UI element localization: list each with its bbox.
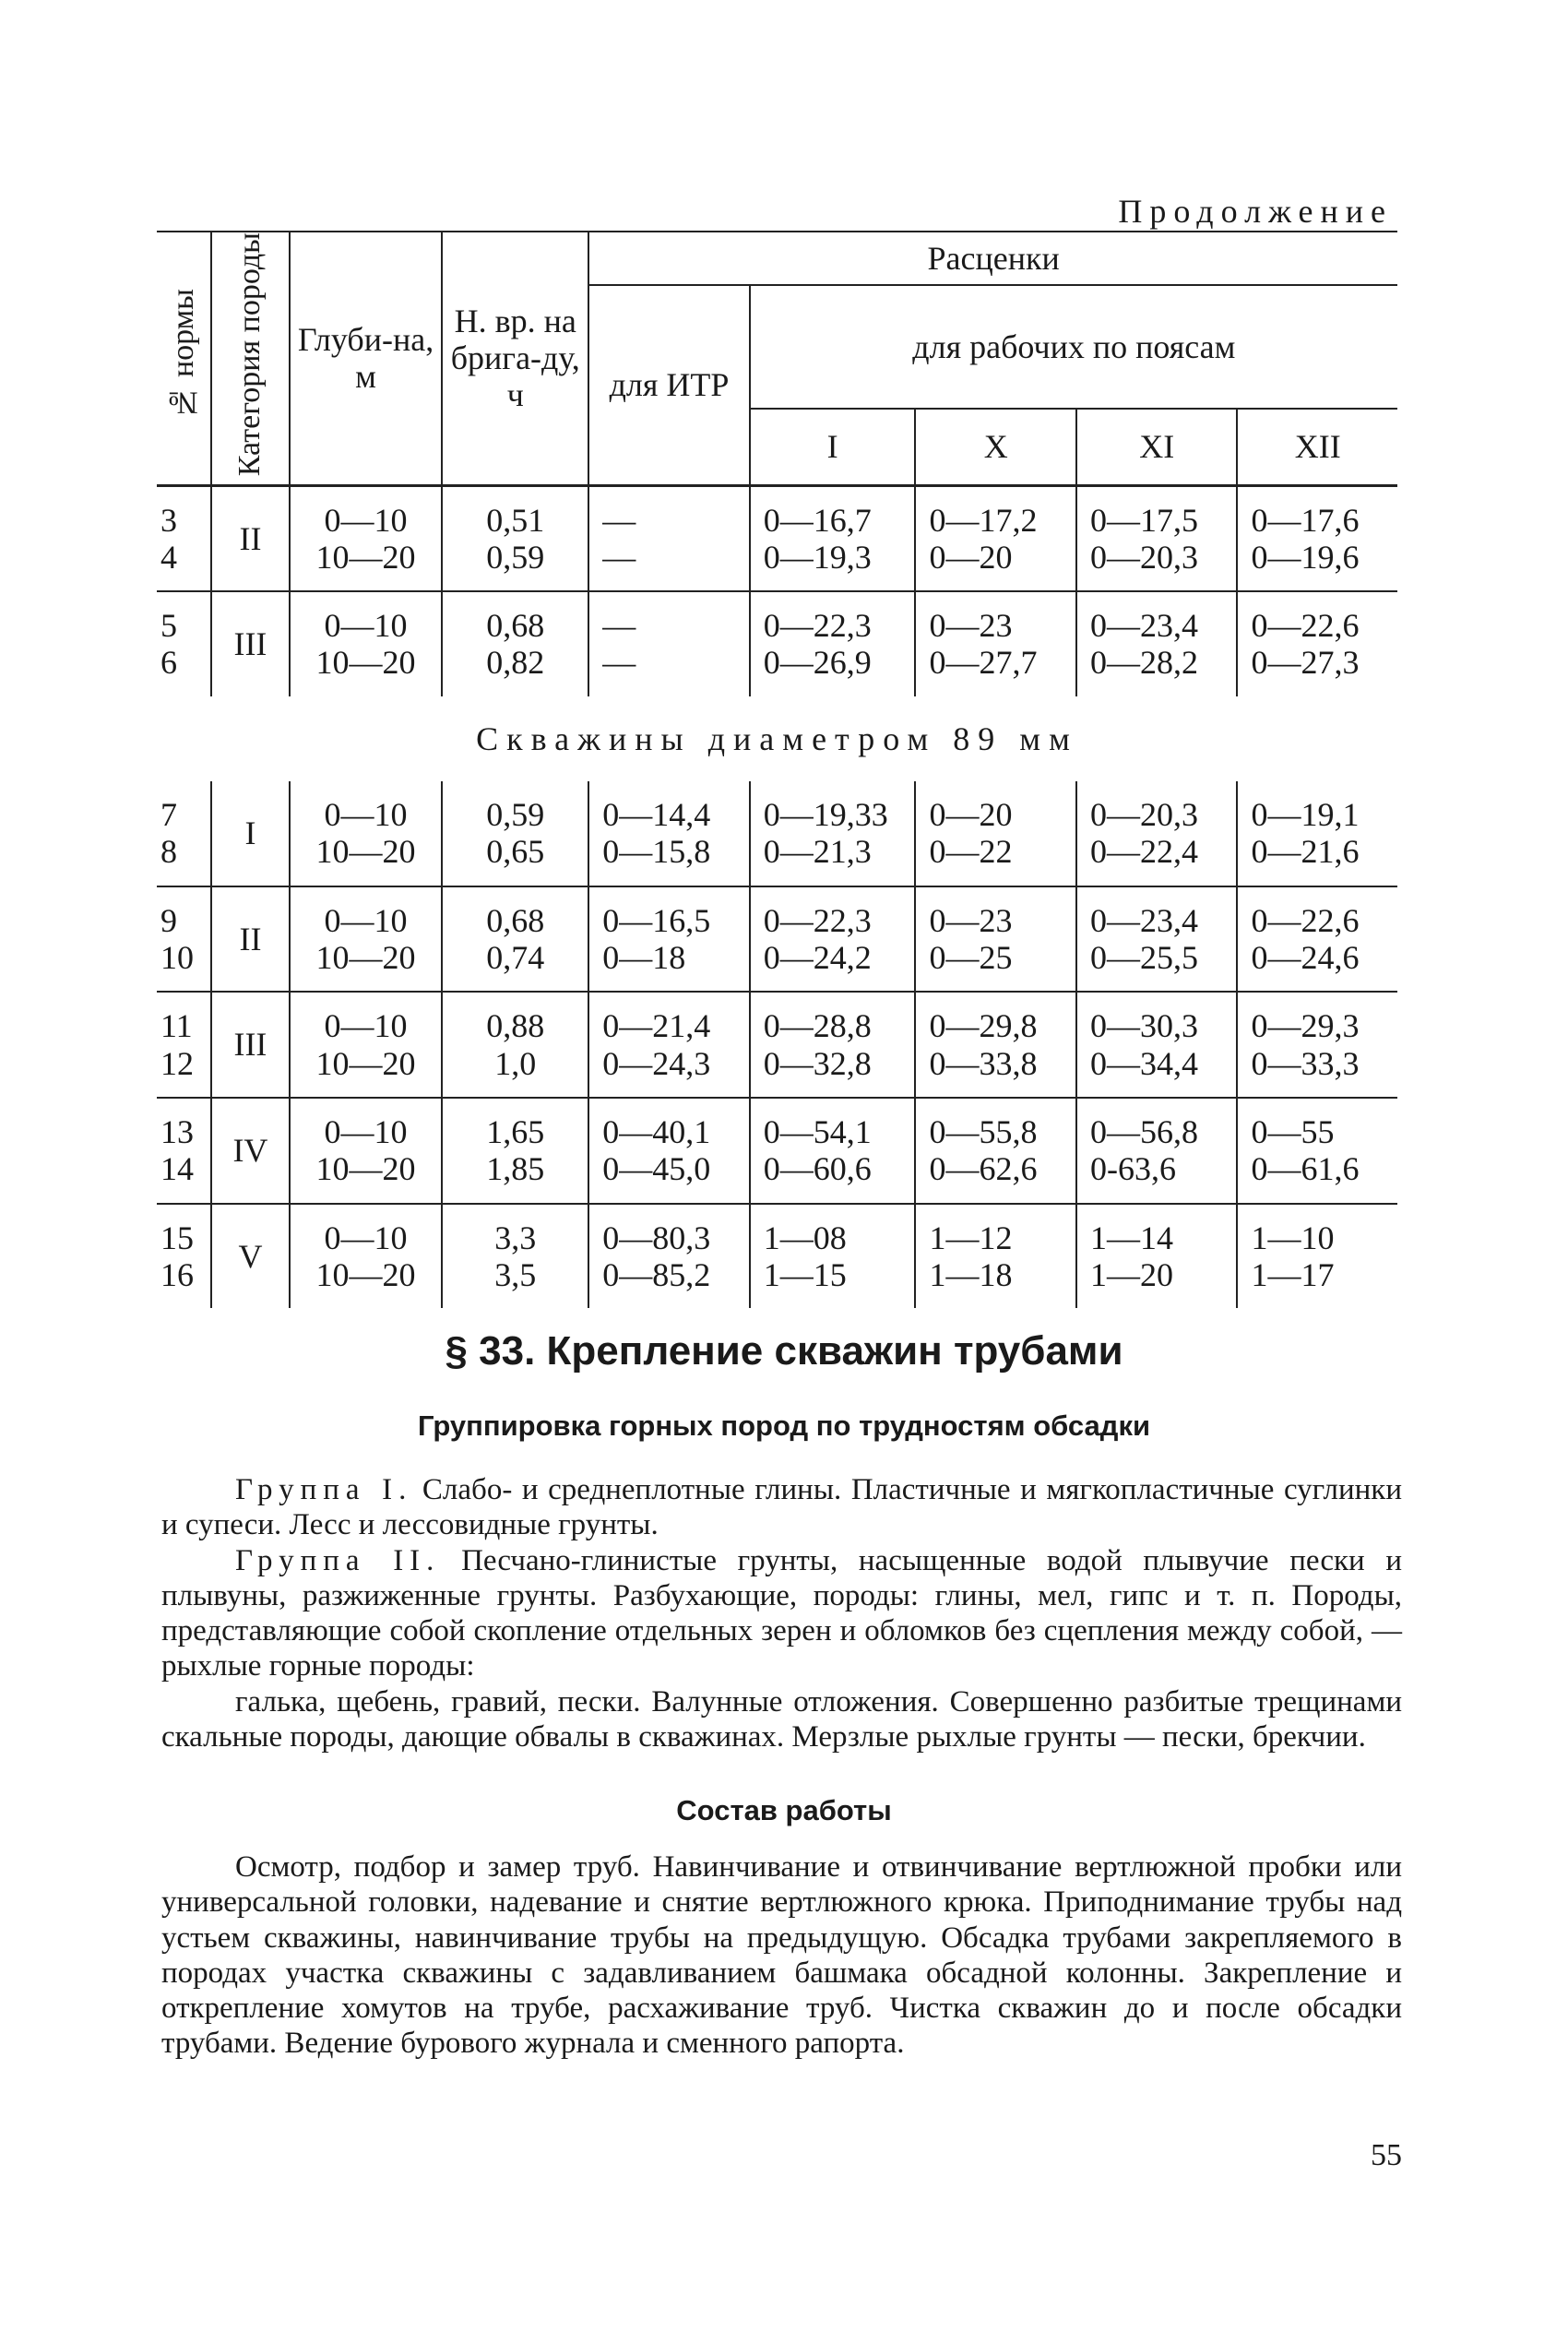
- zone-rate-cell: [1076, 781, 1237, 886]
- grouping-subtitle: Группировка горных пород по трудностям обсадки: [417, 1409, 1151, 1442]
- itr-rate-cell-line-2: 0—85,2: [602, 1255, 711, 1293]
- zone-rate-cell-line-1: 1—12: [929, 1219, 1013, 1256]
- header-category-text: Категория породы: [232, 232, 267, 477]
- zone-rate-cell-line-1: 1—08: [763, 1219, 847, 1256]
- zone-rate-cell-line-2: 0—62,6: [929, 1150, 1038, 1188]
- itr-rate-cell-line-2: 0—15,8: [602, 833, 711, 871]
- itr-rate-cell: [588, 1098, 749, 1204]
- header-zone-1: X: [915, 409, 1075, 485]
- page-number: 55: [1371, 2138, 1402, 2172]
- depth-cell-line-1: 0—10: [324, 1219, 408, 1256]
- category-cell-line-1: III: [233, 625, 267, 663]
- header-itr: для ИТР: [588, 285, 749, 485]
- norm-number-cell-line-1: 13: [160, 1112, 194, 1150]
- norm-number-cell-line-1: 9: [160, 901, 177, 939]
- zone-rate-cell: [915, 781, 1075, 886]
- group-2-continuation: галька, щебень, гравий, пески. Валунные отложения. Совершенно разбитые трещинами скальные породы, дающие обвалы в скважинах. Мерзлые рыхлые грунты — пески, брекчии.: [161, 1684, 1402, 1754]
- zone-rate-cell-line-1: 0—17,6: [1251, 501, 1360, 539]
- itr-rate-cell: [588, 781, 749, 886]
- work-subtitle: Состав работы: [676, 1794, 892, 1826]
- zone-rate-cell-line-1: 1—14: [1089, 1219, 1173, 1256]
- header-zone-2: XI: [1076, 409, 1237, 485]
- zone-rate-cell-line-2: 0—21,6: [1251, 833, 1360, 871]
- time-norm-cell-line-2: 3,5: [494, 1255, 537, 1293]
- zone-rate-cell-line-1: 0—56,8: [1089, 1112, 1198, 1150]
- norm-number-cell-line-2: 16: [160, 1255, 194, 1293]
- zone-rate-cell-line-2: 1—17: [1251, 1255, 1335, 1293]
- depth-cell-line-2: 10—20: [315, 538, 416, 576]
- depth-cell-line-2: 10—20: [315, 833, 416, 871]
- norm-number-cell: [157, 591, 211, 696]
- zone-rate-cell-line-2: 0—19,6: [1251, 538, 1360, 576]
- zone-rate-cell-line-2: 0—21,3: [763, 833, 872, 871]
- category-cell: [211, 591, 290, 696]
- itr-rate-cell-line-1: 0—16,5: [602, 901, 711, 939]
- category-cell-line-1: IV: [232, 1132, 268, 1170]
- zone-rate-cell-line-1: 0—55: [1251, 1112, 1335, 1150]
- depth-cell-line-1: 0—10: [324, 796, 408, 834]
- zone-rate-cell: [1076, 992, 1237, 1098]
- itr-rate-cell: [588, 1204, 749, 1309]
- norm-number-cell-line-1: 7: [160, 796, 177, 834]
- time-norm-cell-line-2: 0,59: [486, 538, 545, 576]
- itr-rate-cell-line-2: 0—24,3: [602, 1044, 711, 1082]
- zone-rate-cell-line-2: 0—22: [929, 833, 1013, 871]
- zone-rate-cell: [1076, 591, 1237, 696]
- norm-number-cell-line-2: 4: [160, 538, 177, 576]
- norm-number-cell-line-2: 12: [160, 1044, 194, 1082]
- time-norm-cell-line-1: 0,59: [486, 796, 545, 834]
- header-norm-no: [157, 232, 211, 485]
- time-norm-cell-line-1: 0,68: [486, 901, 545, 939]
- zone-rate-cell-line-2: 0—24,6: [1251, 939, 1360, 976]
- zone-rate-cell-line-2: 0—33,3: [1251, 1044, 1360, 1082]
- zone-rate-cell-line-1: 0—23: [929, 901, 1013, 939]
- table-row: [157, 781, 1397, 886]
- time-norm-cell-line-2: 1,85: [486, 1150, 545, 1188]
- itr-rate-cell-line-1: 0—40,1: [602, 1112, 711, 1150]
- zone-rate-cell-line-1: 0—22,6: [1251, 901, 1360, 939]
- zone-rate-cell-line-2: 0—26,9: [763, 644, 872, 682]
- zone-rate-cell: [1076, 886, 1237, 993]
- time-norm-cell: [442, 886, 588, 993]
- groups-paragraphs: [161, 1472, 1402, 1754]
- zone-rate-cell-line-2: 0—32,8: [763, 1044, 872, 1082]
- time-norm-cell-line-1: 0,68: [486, 607, 545, 645]
- table-row: [157, 1204, 1397, 1309]
- work-paragraph-block: [161, 1849, 1402, 2062]
- zone-rate-cell-line-2: 0—25: [929, 939, 1013, 976]
- zone-rate-cell: [915, 1204, 1075, 1309]
- zone-rate-cell-line-1: 0—17,2: [929, 501, 1038, 539]
- itr-rate-cell-line-1: —: [602, 607, 636, 645]
- zone-rate-cell: [750, 1204, 916, 1309]
- zone-rate-cell-line-2: 0—25,5: [1089, 939, 1198, 976]
- category-cell: [211, 1204, 290, 1309]
- zone-rate-cell: [750, 485, 916, 591]
- table-row: [157, 1098, 1397, 1204]
- header-time-norm: Н. вр. на брига-ду, ч: [442, 232, 588, 485]
- norm-number-cell-line-2: 10: [160, 939, 194, 976]
- category-cell-line-1: V: [238, 1237, 263, 1275]
- header-norm-no-text: № нормы: [165, 289, 200, 420]
- category-cell: [211, 1098, 290, 1204]
- zone-rate-cell: [915, 591, 1075, 696]
- group-2-paragraph: [161, 1543, 1402, 1684]
- norm-number-cell-line-1: 15: [160, 1219, 194, 1256]
- zone-rate-cell-line-1: 0—30,3: [1089, 1007, 1198, 1045]
- category-cell: [211, 485, 290, 591]
- zone-rate-cell-line-2: 0—34,4: [1089, 1044, 1198, 1082]
- time-norm-cell-line-2: 0,82: [486, 644, 545, 682]
- zone-rate-cell-line-2: 0—24,2: [763, 939, 872, 976]
- depth-cell-line-1: 0—10: [324, 1007, 408, 1045]
- time-norm-cell: [442, 781, 588, 886]
- depth-cell-line-1: 0—10: [324, 607, 408, 645]
- zone-rate-cell: [1237, 485, 1397, 591]
- group-1-text: Слабо- и среднеплотные глины. Пластичные и мягкопластичные суглинки и супеси. Лесс и лессовидные грунты.: [161, 1473, 1402, 1542]
- itr-rate-cell-line-2: —: [602, 538, 636, 576]
- zone-rate-cell: [1237, 591, 1397, 696]
- norm-number-cell: [157, 485, 211, 591]
- zone-rate-cell: [750, 1098, 916, 1204]
- itr-rate-cell: [588, 485, 749, 591]
- zone-rate-cell-line-2: 0—19,3: [763, 538, 872, 576]
- zone-rate-cell-line-1: 1—10: [1251, 1219, 1335, 1256]
- itr-rate-cell-line-1: —: [602, 501, 636, 539]
- time-norm-cell-line-1: 0,51: [486, 501, 545, 539]
- norm-number-cell-line-2: 6: [160, 644, 177, 682]
- zone-rate-cell-line-2: 1—15: [763, 1255, 847, 1293]
- depth-cell-line-2: 10—20: [315, 939, 416, 976]
- zone-rate-cell-line-1: 0—29,3: [1251, 1007, 1360, 1045]
- table-row: [157, 591, 1397, 696]
- group-2-text: Песчано-глинистые грунты, насыщенные водой плывучие пески и плывуны, разжиженные грунты. Разбухающие, породы: глины, мел, гипс и т. п. Породы, представляющие собой скопление отдельных зерен и обломков без сцепления между собой, — рыхлые горные породы:: [161, 1543, 1402, 1683]
- zone-rate-cell: [1076, 1098, 1237, 1204]
- zone-rate-cell-line-1: 0—55,8: [929, 1112, 1038, 1150]
- depth-cell: [290, 781, 442, 886]
- time-norm-cell: [442, 485, 588, 591]
- zone-rate-cell-line-1: 0—23,4: [1089, 607, 1198, 645]
- itr-rate-cell: [588, 992, 749, 1098]
- zone-rate-cell: [1076, 1204, 1237, 1309]
- norm-number-cell-line-1: 5: [160, 607, 177, 645]
- zone-rate-cell: [750, 591, 916, 696]
- itr-rate-cell: [588, 886, 749, 993]
- zone-rate-cell-line-2: 0—27,7: [929, 644, 1038, 682]
- category-cell-line-1: II: [239, 920, 262, 957]
- itr-rate-cell: [588, 591, 749, 696]
- zone-rate-cell-line-1: 0—22,6: [1251, 607, 1360, 645]
- group-2-label: Группа II.: [235, 1543, 441, 1577]
- norm-number-cell-line-1: 11: [160, 1007, 193, 1045]
- table-row: [157, 485, 1397, 591]
- depth-cell: [290, 1098, 442, 1204]
- zone-rate-cell-line-2: 0—28,2: [1089, 644, 1198, 682]
- zone-rate-cell-line-1: 0—20,3: [1089, 796, 1198, 834]
- zone-rate-cell-line-2: 1—18: [929, 1255, 1013, 1293]
- zone-rate-cell-line-1: 0—23,4: [1089, 901, 1198, 939]
- zone-rate-cell-line-1: 0—16,7: [763, 501, 872, 539]
- time-norm-cell: [442, 591, 588, 696]
- header-category: [211, 232, 290, 485]
- depth-cell-line-1: 0—10: [324, 501, 408, 539]
- time-norm-cell: [442, 992, 588, 1098]
- depth-cell: [290, 992, 442, 1098]
- depth-cell: [290, 1204, 442, 1309]
- itr-rate-cell-line-1: 0—21,4: [602, 1007, 711, 1045]
- zone-rate-cell: [915, 1098, 1075, 1204]
- zone-rate-cell-line-2: 0—20: [929, 538, 1013, 576]
- itr-rate-cell-line-2: —: [602, 644, 636, 682]
- norm-number-cell-line-1: 3: [160, 501, 177, 539]
- depth-cell: [290, 485, 442, 591]
- category-cell: [211, 992, 290, 1098]
- norm-number-cell-line-2: 14: [160, 1150, 194, 1188]
- zone-rate-cell-line-2: 1—20: [1089, 1255, 1173, 1293]
- section-label-89mm: Скважины диаметром 89 мм: [476, 720, 1078, 757]
- norm-number-cell: [157, 1204, 211, 1309]
- zone-rate-cell-line-1: 0—20: [929, 796, 1013, 834]
- zone-rate-cell-line-2: 0—27,3: [1251, 644, 1360, 682]
- zone-rate-cell: [750, 886, 916, 993]
- depth-cell-line-2: 10—20: [315, 1150, 416, 1188]
- work-paragraph: Осмотр, подбор и замер труб. Навинчивание и отвинчивание вертлюжной пробки или универсальной головки, надевание и снятие вертлюжного крюка. Приподнимание трубы над устьем скважины, навинчивание трубы на предыдущую. Обсадка трубами закрепляемого в породах участка скважины с задавливанием башмака обсадной колонны. Закрепление и открепление хомутов на трубе, расхаживание труб. Чистка скважин до и после обсадки трубами. Ведение бурового журнала и сменного рапорта.: [161, 1850, 1402, 2061]
- header-zone-0: I: [750, 409, 916, 485]
- depth-cell: [290, 591, 442, 696]
- zone-rate-cell-line-2: 0—33,8: [929, 1044, 1038, 1082]
- depth-cell: [290, 886, 442, 993]
- zone-rate-cell-line-1: 0—19,1: [1251, 796, 1360, 834]
- itr-rate-cell-line-1: 0—80,3: [602, 1219, 711, 1256]
- time-norm-cell-line-2: 0,74: [486, 939, 545, 976]
- time-norm-cell-line-2: 0,65: [486, 833, 545, 871]
- zone-rate-cell: [750, 992, 916, 1098]
- depth-cell-line-1: 0—10: [324, 901, 408, 939]
- zone-rate-cell-line-2: 0—61,6: [1251, 1150, 1360, 1188]
- section-title: § 33. Крепление скважин трубами: [445, 1328, 1123, 1374]
- itr-rate-cell-line-2: 0—45,0: [602, 1150, 711, 1188]
- time-norm-cell-line-1: 3,3: [494, 1219, 537, 1256]
- zone-rate-cell-line-2: 0—20,3: [1089, 538, 1198, 576]
- zone-rate-cell: [915, 886, 1075, 993]
- zone-rate-cell-line-2: 0—60,6: [763, 1150, 872, 1188]
- zone-rate-cell-line-2: 0-63,6: [1089, 1150, 1176, 1188]
- category-cell-line-1: III: [233, 1026, 267, 1064]
- norms-table: [157, 231, 1397, 1308]
- zone-rate-cell: [1237, 1098, 1397, 1204]
- time-norm-cell-line-1: 0,88: [486, 1007, 545, 1045]
- category-cell: [211, 781, 290, 886]
- norm-number-cell: [157, 1098, 211, 1204]
- norm-number-cell-line-2: 8: [160, 833, 177, 871]
- zone-rate-cell-line-1: 0—22,3: [763, 901, 872, 939]
- norm-number-cell: [157, 886, 211, 993]
- depth-cell-line-2: 10—20: [315, 644, 416, 682]
- time-norm-cell-line-1: 1,65: [486, 1112, 545, 1150]
- norm-number-cell: [157, 781, 211, 886]
- table-row: [157, 992, 1397, 1098]
- zone-rate-cell: [1237, 781, 1397, 886]
- time-norm-cell: [442, 1098, 588, 1204]
- category-cell: [211, 886, 290, 993]
- header-zone-3: XII: [1237, 409, 1397, 485]
- group-1-paragraph: [161, 1472, 1402, 1543]
- zone-rate-cell: [1076, 485, 1237, 591]
- table-row: [157, 886, 1397, 993]
- zone-rate-cell: [915, 992, 1075, 1098]
- header-rates: Расценки: [588, 232, 1397, 285]
- zone-rate-cell-line-1: 0—54,1: [763, 1112, 872, 1150]
- zone-rate-cell: [1237, 1204, 1397, 1309]
- group-1-label: Группа I.: [235, 1473, 413, 1506]
- zone-rate-cell-line-1: 0—28,8: [763, 1007, 872, 1045]
- zone-rate-cell-line-1: 0—23: [929, 607, 1013, 645]
- depth-cell-line-1: 0—10: [324, 1112, 408, 1150]
- depth-cell-line-2: 10—20: [315, 1044, 416, 1082]
- zone-rate-cell: [1237, 992, 1397, 1098]
- zone-rate-cell-line-1: 0—22,3: [763, 607, 872, 645]
- zone-rate-cell-line-2: 0—22,4: [1089, 833, 1198, 871]
- depth-cell-line-2: 10—20: [315, 1255, 416, 1293]
- zone-rate-cell-line-1: 0—19,33: [763, 796, 888, 834]
- category-cell-line-1: II: [239, 519, 262, 557]
- norm-number-cell: [157, 992, 211, 1098]
- header-workers: для рабочих по поясам: [750, 285, 1397, 409]
- itr-rate-cell-line-2: 0—18: [602, 939, 686, 976]
- zone-rate-cell-line-1: 0—17,5: [1089, 501, 1198, 539]
- itr-rate-cell-line-1: 0—14,4: [602, 796, 711, 834]
- header-depth: Глуби-на, м: [290, 232, 442, 485]
- time-norm-cell: [442, 1204, 588, 1309]
- zone-rate-cell: [1237, 886, 1397, 993]
- zone-rate-cell: [915, 485, 1075, 591]
- category-cell-line-1: I: [244, 815, 256, 852]
- continuation-label: Продолжение: [1118, 193, 1393, 230]
- zone-rate-cell-line-1: 0—29,8: [929, 1007, 1038, 1045]
- zone-rate-cell: [750, 781, 916, 886]
- time-norm-cell-line-2: 1,0: [494, 1044, 537, 1082]
